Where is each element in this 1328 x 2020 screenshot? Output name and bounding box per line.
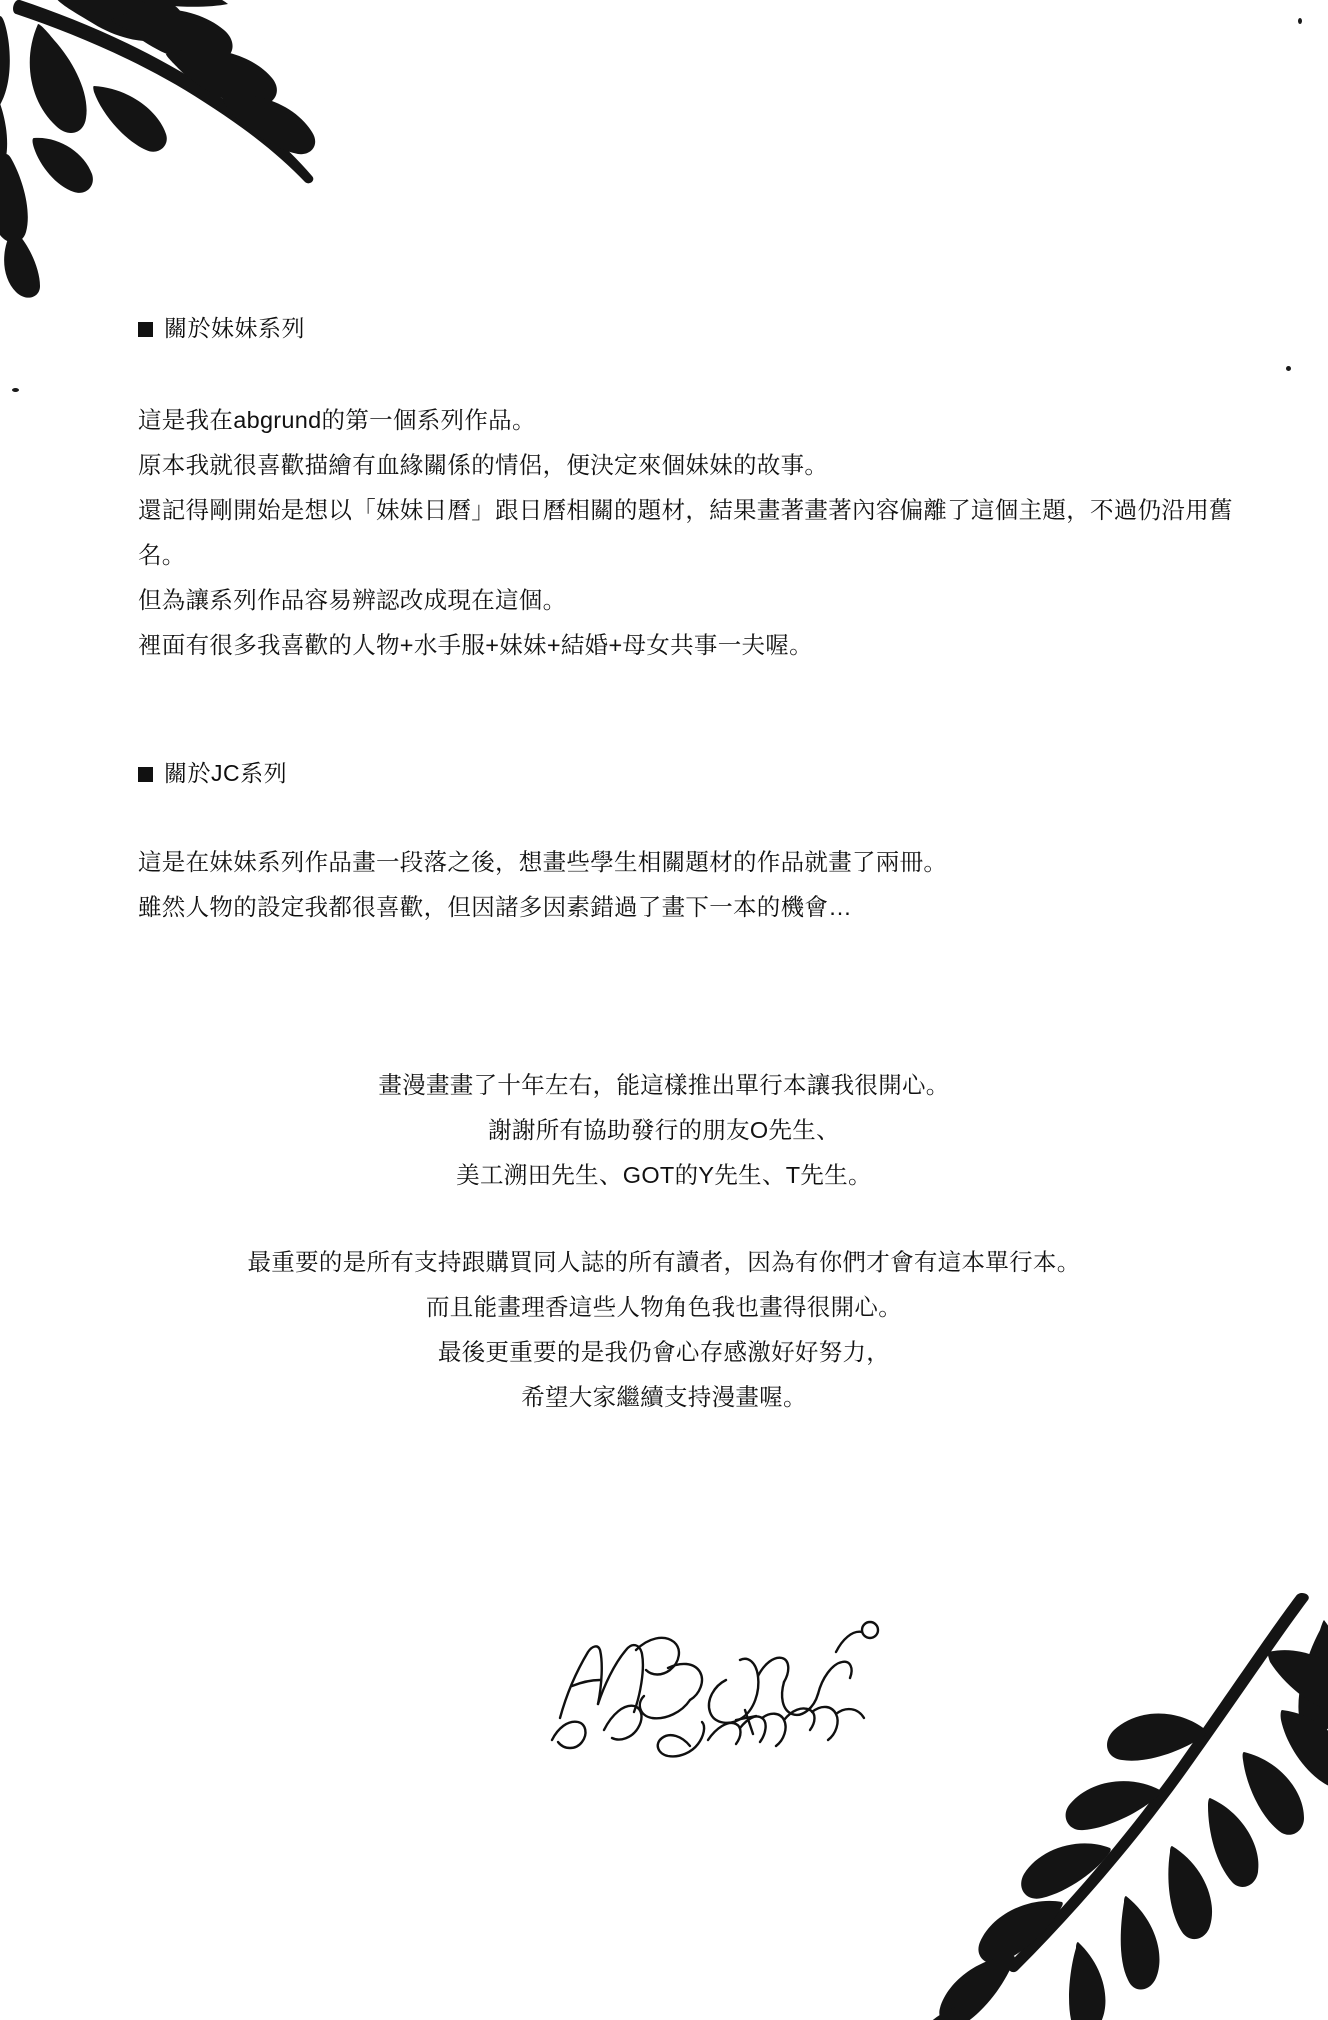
section-body-jc-series <box>138 840 1258 930</box>
section-body-imouto-series <box>138 398 1258 668</box>
thanks-block-two <box>0 1240 1328 1420</box>
thanks-line: 最重要的是所有支持跟購買同人誌的所有讀者，因為有你們才會有這本單行本。 <box>247 1249 1081 1275</box>
ink-speck <box>1286 366 1291 371</box>
section-heading-text: 關於JC系列 <box>164 760 288 786</box>
square-bullet-icon <box>138 322 153 337</box>
thanks-line: 畫漫畫畫了十年左右，能這樣推出單行本讓我很開心。 <box>378 1072 950 1098</box>
paragraph-line: 雖然人物的設定我都很喜歡，但因諸多因素錯過了畫下一本的機會… <box>138 894 852 920</box>
thanks-line: 希望大家繼續支持漫畫喔。 <box>521 1384 807 1410</box>
section-heading-imouto-series <box>138 310 305 343</box>
thanks-line: 美工溯田先生、GOT的Y先生、T先生。 <box>456 1162 872 1188</box>
paragraph-line: 這是在妹妹系列作品畫一段落之後，想畫些學生相關題材的作品就畫了兩冊。 <box>138 849 948 875</box>
paragraph-line: 但為讓系列作品容易辨認改成現在這個。 <box>138 587 567 613</box>
vine-decoration-top-left <box>0 0 400 320</box>
thanks-line: 謝謝所有協助發行的朋友O先生、 <box>488 1117 840 1143</box>
section-heading-text: 關於妹妹系列 <box>164 315 305 341</box>
section-heading-jc-series <box>138 755 287 788</box>
paragraph-line: 裡面有很多我喜歡的人物+水手服+妹妹+結婚+母女共事一夫喔。 <box>138 632 813 658</box>
square-bullet-icon <box>138 767 153 782</box>
paragraph-line: 原本我就很喜歡描繪有血緣關係的情侶，便決定來個妹妹的故事。 <box>138 452 829 478</box>
paragraph-line: 這是我在abgrund的第一個系列作品。 <box>138 407 536 433</box>
ink-speck <box>1298 18 1302 24</box>
thanks-line: 最後更重要的是我仍會心存感激好好努力， <box>437 1339 891 1365</box>
thanks-block-one <box>0 1063 1328 1198</box>
paragraph-line: 還記得剛開始是想以「妹妹日曆」跟日曆相關的題材，結果畫著畫著內容偏離了這個主題，不過仍沿用舊名。 <box>138 497 1233 568</box>
ink-speck <box>12 388 19 392</box>
thanks-line: 而且能畫理香這些人物角色我也畫得很開心。 <box>426 1294 902 1320</box>
author-signature <box>540 1600 960 1760</box>
